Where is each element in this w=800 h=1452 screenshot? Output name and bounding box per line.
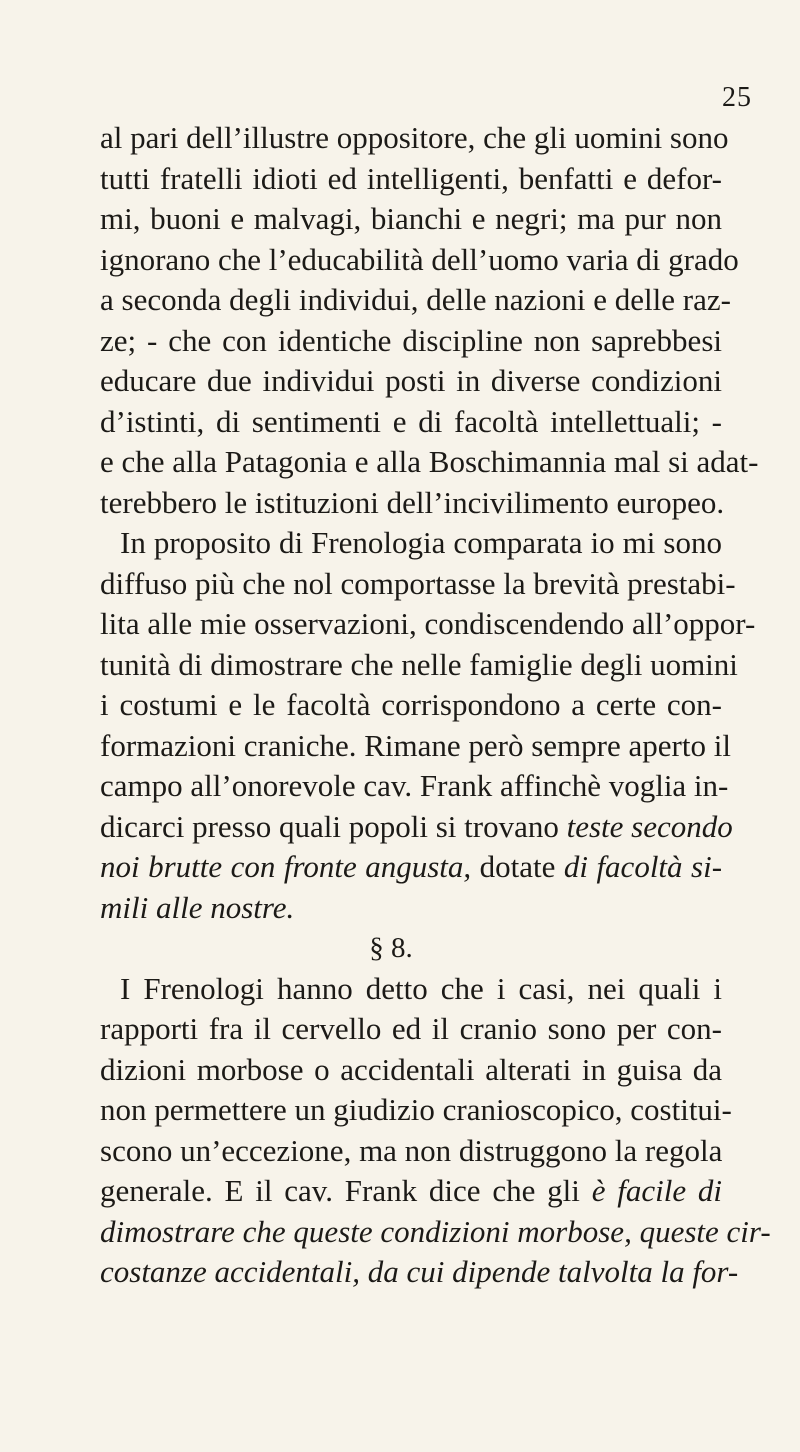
text-line: non permettere un giudizio cranioscopico, costitui- — [100, 1092, 732, 1127]
italic-run: teste secondo — [566, 808, 733, 844]
text-line: dizioni morbose o accidentali alterati in guisa da — [100, 1051, 722, 1087]
text-line: educare due individui posti in diverse condizioni — [100, 363, 722, 398]
page-number: 25 — [722, 82, 752, 113]
text-line: terebbero le istituzioni dell’incivilimento europeo. — [100, 484, 725, 520]
italic-run: mili alle nostre. — [100, 889, 295, 925]
italic-run: noi brutte con fronte angusta, — [100, 849, 472, 884]
text-run: dotate — [479, 849, 556, 884]
text-line: e che alla Patagonia e alla Boschimannia mal si adat- — [100, 444, 759, 479]
text-line — [100, 888, 722, 929]
text-line: I Frenologi hanno detto che i casi, nei quali i — [120, 970, 722, 1006]
text-line: i costumi e le facoltà corrispondono a certe con- — [100, 687, 722, 722]
text-line: rapporti fra il cervello ed il cranio sono per con- — [100, 1011, 722, 1046]
text-line — [100, 847, 722, 888]
text-line: d’istinti, di sentimenti e di facoltà intellettuali; - — [100, 403, 722, 439]
text-line: al pari dell’illustre oppositore, che gli uomini sono — [100, 120, 729, 155]
text-line: lita alle mie osservazioni, condiscendendo all’oppor- — [100, 606, 756, 641]
italic-run: è facile di — [591, 1173, 723, 1208]
text-line: formazioni craniche. Rimane però sempre aperto il — [100, 727, 731, 763]
text-line: scono un’eccezione, ma non distruggono la regola — [100, 1132, 723, 1168]
text-line: mi, buoni e malvagi, bianchi e negri; ma pur non — [100, 201, 722, 236]
text-line: ignorano che l’educabilità dell’uomo varia di grado — [100, 241, 739, 277]
text-run: generale. E il cav. Frank dice che gli — [100, 1173, 580, 1208]
italic-run: di facoltà si- — [563, 849, 723, 884]
text-line: tunità di dimostrare che nelle famiglie degli uomini — [100, 646, 738, 682]
text-line — [100, 807, 733, 848]
italic-run: dimostrare che queste condizioni morbose, queste cir- — [100, 1213, 771, 1249]
text-line — [100, 1212, 771, 1253]
section-heading: § 8. — [369, 932, 413, 964]
text-line — [100, 1171, 722, 1212]
text-line: diffuso più che nol comportasse la brevità prestabi- — [100, 565, 736, 601]
text-line: campo all’onorevole cav. Frank affinchè voglia in- — [100, 768, 729, 803]
text-run: dicarci presso quali popoli si trovano — [100, 808, 559, 844]
text-line: ze; - che con identiche discipline non saprebbesi — [100, 322, 722, 358]
text-line: tutti fratelli idioti ed intelligenti, benfatti e defor- — [100, 160, 722, 196]
italic-run: costanze accidentali, da cui dipende talvolta la for- — [100, 1254, 739, 1289]
body-text — [100, 118, 771, 1293]
text-line: a seconda degli individui, delle nazioni e delle raz- — [100, 282, 731, 317]
text-line — [100, 1252, 739, 1293]
text-line: In proposito di Frenologia comparata io mi sono — [120, 525, 722, 560]
